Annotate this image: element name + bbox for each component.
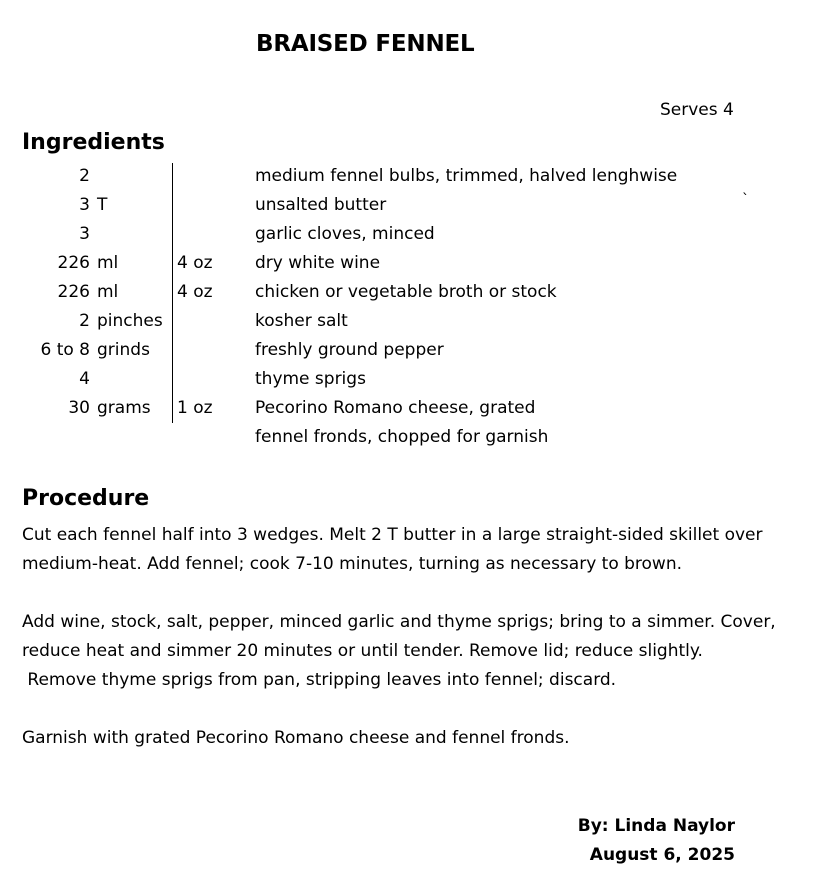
- ingredient-name: garlic cloves, minced: [255, 224, 435, 244]
- procedure-heading: Procedure: [22, 486, 150, 511]
- ingredient-oz: 4 oz: [177, 282, 213, 302]
- ingredient-row: [0, 221, 835, 250]
- recipe-date: August 6, 2025: [589, 845, 735, 865]
- procedure-body: [22, 521, 827, 782]
- serves-label: Serves 4: [660, 100, 734, 120]
- ingredient-oz: 4 oz: [177, 253, 213, 273]
- byline: [578, 812, 735, 870]
- ingredient-row: [0, 279, 835, 308]
- ingredient-unit: grinds: [97, 340, 150, 360]
- ingredient-row: [0, 366, 835, 395]
- recipe-title: BRAISED FENNEL: [256, 31, 475, 57]
- ingredient-qty: 3: [79, 195, 90, 215]
- ingredient-unit: pinches: [97, 311, 163, 331]
- ingredient-name: chicken or vegetable broth or stock: [255, 282, 557, 302]
- ingredient-name: thyme sprigs: [255, 369, 366, 389]
- ingredient-row: [0, 308, 835, 337]
- author-name: By: Linda Naylor: [577, 816, 735, 836]
- ingredient-name: medium fennel bulbs, trimmed, halved lenghwise: [255, 166, 678, 186]
- procedure-step: Garnish with grated Pecorino Romano cheese and fennel fronds.: [22, 728, 570, 748]
- ingredient-oz: 1 oz: [177, 398, 213, 418]
- stray-backtick: `: [742, 192, 749, 208]
- ingredient-row: [0, 337, 835, 366]
- ingredient-row: [0, 395, 835, 424]
- ingredient-unit: ml: [97, 253, 119, 273]
- ingredients-list: [0, 163, 835, 453]
- ingredient-unit: ml: [97, 282, 119, 302]
- ingredient-qty: 226: [57, 282, 90, 302]
- ingredient-unit: grams: [97, 398, 151, 418]
- ingredient-qty: 4: [79, 369, 90, 389]
- ingredient-name: unsalted butter: [255, 195, 387, 215]
- ingredient-row: [0, 424, 835, 453]
- ingredients-heading: Ingredients: [22, 130, 165, 155]
- ingredient-unit: T: [97, 195, 108, 215]
- ingredient-qty: 2: [79, 311, 90, 331]
- ingredient-qty: 2: [79, 166, 90, 186]
- ingredient-name: fennel fronds, chopped for garnish: [255, 427, 549, 447]
- ingredient-qty: 30: [68, 398, 90, 418]
- ingredient-name: Pecorino Romano cheese, grated: [255, 398, 536, 418]
- ingredient-qty: 226: [57, 253, 90, 273]
- ingredient-row: [0, 192, 835, 221]
- ingredient-name: dry white wine: [255, 253, 381, 273]
- ingredient-row: [0, 163, 835, 192]
- procedure-step: Cut each fennel half into 3 wedges. Melt 2 T butter in a large straight-sided skillet over medium-heat. Add fennel; cook 7-10 minutes, turning as necessary to brown.: [22, 525, 768, 574]
- ingredient-row: [0, 250, 835, 279]
- ingredient-name: kosher salt: [255, 311, 348, 331]
- procedure-step: Add wine, stock, salt, pepper, minced garlic and thyme sprigs; bring to a simmer. Cover, reduce heat and simmer 20 minutes or until tender. Remove lid; reduce slightly. Remove thyme sprigs from pan, stripping leaves into fennel; discard.: [22, 612, 776, 690]
- ingredient-qty: 3: [79, 224, 90, 244]
- ingredient-qty: 6 to 8: [40, 340, 90, 360]
- ingredient-name: freshly ground pepper: [255, 340, 444, 360]
